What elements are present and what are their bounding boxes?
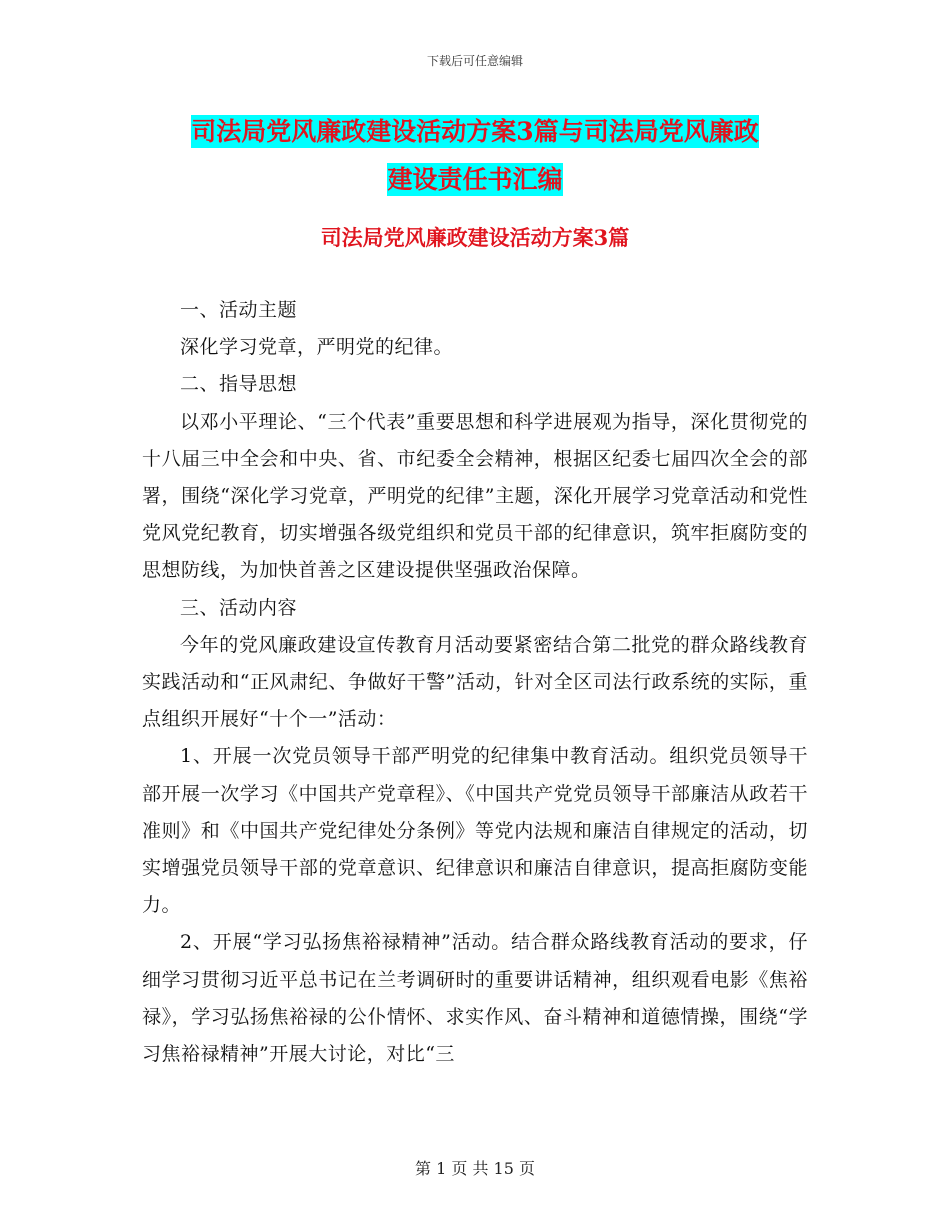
title-line-2: 建设责任书汇编 <box>387 165 563 194</box>
paragraph: 以邓小平理论、“三个代表”重要思想和科学进展观为指导，深化贯彻党的十八届三中全会和中央、省、市纪委全会精神，根据区纪委七届四次全会的部署，围绕“深化学习党章，严明党的纪律”主题，深化开展学习党章活动和党性党风党纪教育，切实增强各级党组织和党员干部的纪律意识，筑牢拒腐防变的思想防线，为加快首善之区建设提供坚强政治保障。 <box>142 410 808 582</box>
heading-activity-theme: 一、活动主题 <box>180 299 298 321</box>
document-title <box>142 108 808 204</box>
body-text <box>142 292 808 1073</box>
title-line-1: 司法局党风廉政建设活动方案3篇与司法局党风廉政 <box>191 117 759 146</box>
header-note: 下载后可任意编辑 <box>426 54 523 68</box>
heading-guiding-thought: 二、指导思想 <box>180 373 298 396</box>
section-title: 司法局党风廉政建设活动方案3篇 <box>320 225 630 250</box>
paragraph: 1、开展一次党员领导干部严明党的纪律集中教育活动。组织党员领导干部开展一次学习《中国共产党章程》、《中国共产党党员领导干部廉洁从政若干准则》和《中国共产党纪律处分条例》等党内法规和廉洁自律规定的活动，切实增强党员领导干部的党章意识、纪律意识和廉洁自律意识，提高拒腐防变能力。 <box>142 745 808 917</box>
paragraph: 今年的党风廉政建设宣传教育月活动要紧密结合第二批党的群众路线教育实践活动和“正风肃纪、争做好干警”活动，针对全区司法行政系统的实际，重点组织开展好“十个一”活动： <box>142 633 808 731</box>
heading-activity-content: 三、活动内容 <box>180 596 298 619</box>
paragraph: 2、开展“学习弘扬焦裕禄精神”活动。结合群众路线教育活动的要求，仔细学习贯彻习近平总书记在兰考调研时的重要讲话精神，组织观看电影《焦裕禄》，学习弘扬焦裕禄的公仆情怀、求实作风、奋斗精神和道德情操，围绕“学习焦裕禄精神”开展大讨论，对比“三 <box>142 931 808 1066</box>
page-number: 第 1 页 共 15 页 <box>415 1159 535 1178</box>
paragraph: 深化学习党章，严明党的纪律。 <box>180 336 454 359</box>
